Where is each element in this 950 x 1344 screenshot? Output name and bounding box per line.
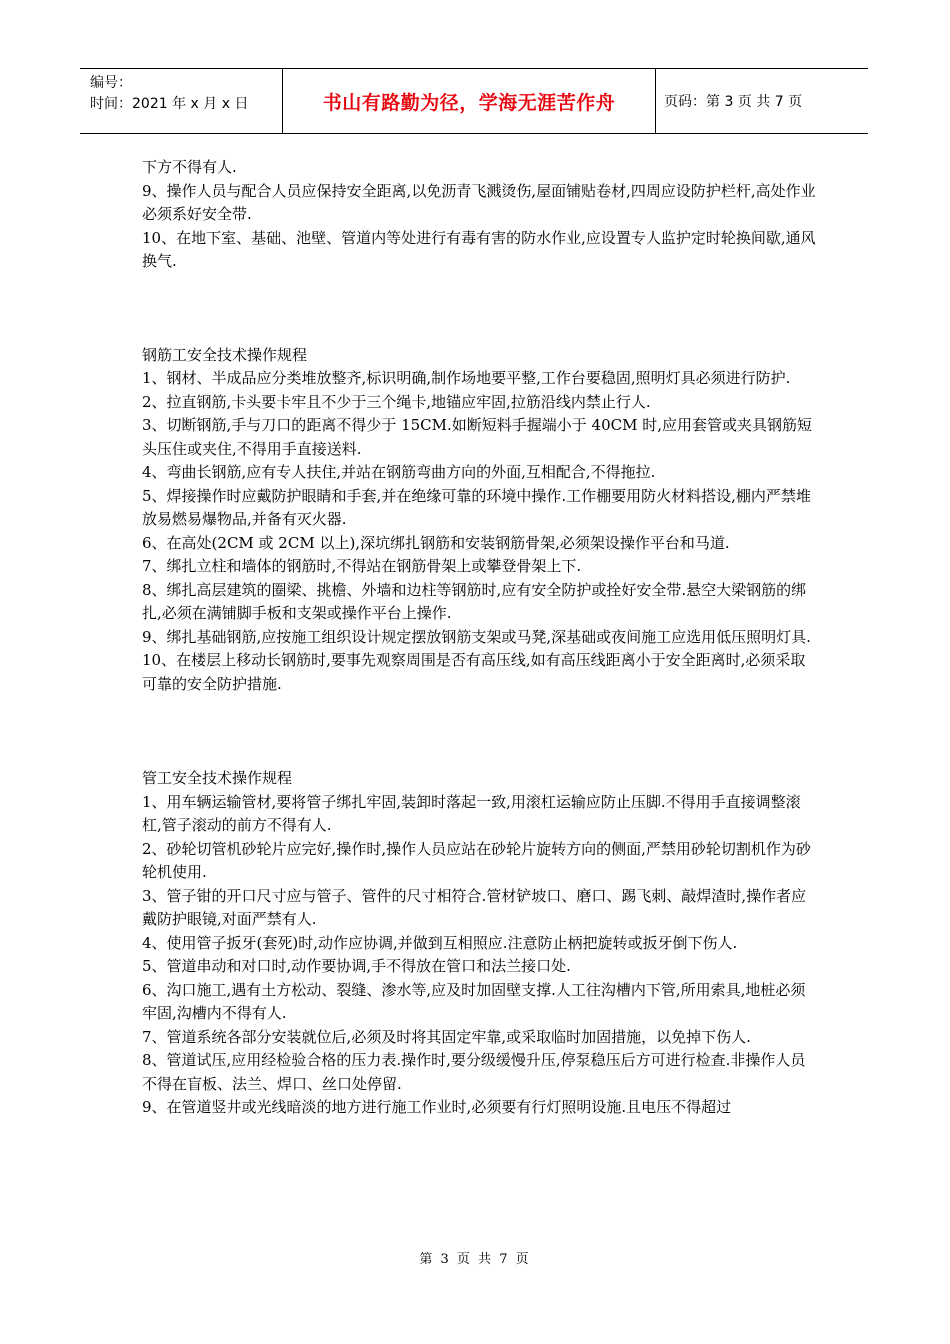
- list-item: 1、用车辆运输管材,要将管子绑扎牢固,装卸时落起一致,用滚杠运输应防止压脚.不得用手直接调整滚杠,管子滚动的前方不得有人.: [142, 792, 801, 834]
- list-item: 2、砂轮切管机砂轮片应完好,操作时,操作人员应站在砂轮片旋转方向的侧面,严禁用砂轮切割机作为砂轮机使用.: [142, 839, 811, 881]
- list-item: 9、绑扎基础钢筋,应按施工组织设计规定摆放钢筋支架或马凳,深基础或夜间施工应选用低压照明灯具.: [142, 627, 811, 646]
- list-item: 8、绑扎高层建筑的圈梁、挑檐、外墙和边柱等钢筋时,应有安全防护或拴好安全带.悬空大梁钢筋的绑扎,必须在满铺脚手板和支架或操作平台上操作.: [142, 580, 807, 622]
- paragraph: 下方不得有人.: [142, 158, 237, 176]
- list-item: 6、沟口施工,遇有土方松动、裂缝、渗水等,应及时加固壁支撑.人工往沟槽内下管,所用索具,地桩必须牢固,沟槽内不得有人.: [142, 980, 806, 1022]
- list-item: 7、绑扎立柱和墙体的钢筋时,不得站在钢筋骨架上或攀登骨架上下.: [142, 557, 582, 575]
- paragraph: 10、在地下室、基础、池壁、管道内等处进行有毒有害的防水作业,应设置专人监护定时轮换间歇,通风换气.: [142, 228, 816, 270]
- header-meta: [80, 69, 283, 133]
- intro-block: [142, 156, 818, 274]
- page-header: [80, 68, 868, 134]
- header-page-info: 页码：第 3 页 共 7 页: [664, 94, 803, 110]
- section-title: 管工安全技术操作规程: [142, 769, 293, 787]
- list-item: 4、使用管子扳牙(套死)时,动作应协调,并做到互相照应.注意防止柄把旋转或扳牙倒下伤人.: [142, 933, 738, 952]
- paragraph: 9、操作人员与配合人员应保持安全距离,以免沥青飞溅烫伤,屋面铺贴卷材,四周应设防护栏杆,高处作业必须系好安全带.: [142, 181, 816, 223]
- list-item: 8、管道试压,应用经检验合格的压力表.操作时,要分级缓慢升压,停泵稳压后方可进行检查.非操作人员不得在盲板、法兰、焊口、丝口处停留.: [142, 1051, 806, 1093]
- document-number: 编号：: [90, 75, 132, 91]
- page-footer: 第 3 页 共 7 页: [419, 1252, 531, 1267]
- list-item: 3、切断钢筋,手与刀口的距离不得少于 15CM.如断短料手握端小于 40CM 时,应用套管或夹具钢筋短头压住或夹住,不得用手直接送料.: [142, 416, 813, 458]
- header-motto: 书山有路勤为径，学海无涯苦作舟: [283, 69, 656, 133]
- list-item: 4、弯曲长钢筋,应有专人扶住,并站在钢筋弯曲方向的外面,互相配合,不得拖拉.: [142, 463, 656, 481]
- list-item: 10、在楼层上移动长钢筋时,要事先观察周围是否有高压线,如有高压线距离小于安全距离时,必须采取可靠的安全防护措施.: [142, 651, 806, 693]
- list-item: 1、钢材、半成品应分类堆放整齐,标识明确,制作场地要平整,工作台要稳固,照明灯具必须进行防护.: [142, 369, 791, 387]
- list-item: 2、拉直钢筋,卡头要卡牢且不少于三个绳卡,地锚应牢固,拉筋沿线内禁止行人.: [142, 392, 651, 411]
- section-title: 钢筋工安全技术操作规程: [142, 345, 308, 364]
- list-item: 7、管道系统各部分安装就位后,必须及时将其固定牢靠,或采取临时加固措施，以免掉下伤人.: [142, 1027, 751, 1046]
- document-body: [142, 156, 818, 1120]
- document-date: 时间：2021 年 x 月 x 日: [90, 96, 249, 112]
- list-item: 9、在管道竖井或光线暗淡的地方进行施工作业时,必须要有行灯照明设施.且电压不得超过: [142, 1098, 732, 1116]
- list-item: 5、焊接操作时应戴防护眼睛和手套,并在绝缘可靠的环境中操作.工作棚要用防火材料搭设,棚内严禁堆放易燃易爆物品,并备有灭火器.: [142, 486, 811, 528]
- list-item: 3、管子钳的开口尺寸应与管子、管件的尺寸相符合.管材铲坡口、磨口、踢飞刺、敲焊渣时,操作者应戴防护眼镜,对面严禁有人.: [142, 886, 807, 928]
- list-item: 6、在高处(2CM 或 2CM 以上),深坑绑扎钢筋和安装钢筋骨架,必须架设操作平台和马道.: [142, 533, 730, 552]
- section-rebar-worker: [142, 344, 818, 697]
- section-pipe-worker: [142, 767, 818, 1120]
- list-item: 5、管道串动和对口时,动作要协调,手不得放在管口和法兰接口处.: [142, 957, 571, 975]
